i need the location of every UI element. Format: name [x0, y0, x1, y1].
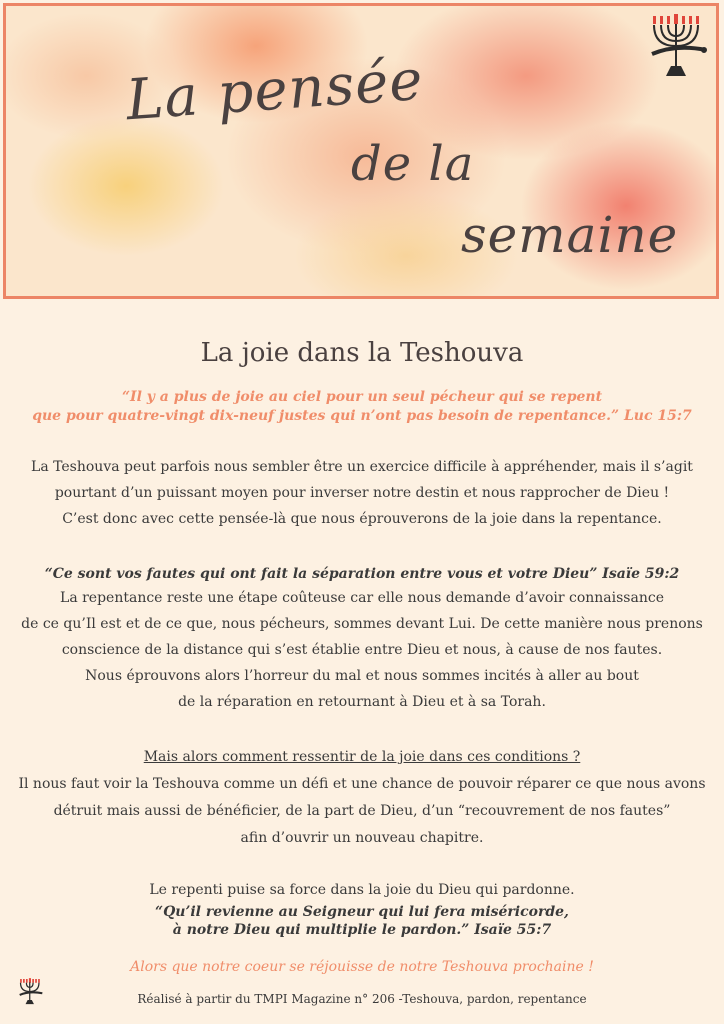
- banner-title-line3: semaine: [461, 206, 679, 264]
- paragraph-1-line3: C’est donc avec cette pensée-là que nous éprouverons de la joie dans la repentance.: [62, 511, 662, 527]
- quote-isaiah-55-line1: “Qu’il revienne au Seigneur qui lui fera miséricorde,: [155, 904, 569, 920]
- footer-source: Réalisé à partir du TMPI Magazine n° 206 -Teshouva, pardon, repentance: [137, 992, 587, 1006]
- paragraph-2-line5: de la réparation en retournant à Dieu et à sa Torah.: [178, 694, 546, 710]
- paragraph-2-line2: de ce qu’Il est et de ce que, nous pécheurs, sommes devant Lui. De cette manière nous prenons: [21, 616, 703, 632]
- paragraph-2-line1: La repentance reste une étape coûteuse car elle nous demande d’avoir connaissance: [60, 590, 664, 606]
- menorah-shofar-icon: [648, 14, 710, 80]
- header-banner: [3, 3, 719, 299]
- banner-title-line2: de la: [351, 136, 475, 192]
- paragraph-2-line4: Nous éprouvons alors l’horreur du mal et nous sommes incités à aller au bout: [85, 668, 639, 684]
- banner-title-line1: La pensée: [124, 47, 426, 134]
- paragraph-2-line3: conscience de la distance qui s’est établie entre Dieu et nous, à cause de nos fautes.: [61, 642, 663, 658]
- question-heading: Mais alors comment ressentir de la joie dans ces conditions ?: [143, 749, 581, 765]
- paragraph-4: Le repenti puise sa force dans la joie du Dieu qui pardonne.: [149, 882, 575, 898]
- quote-isaiah-55-line2: à notre Dieu qui multiplie le pardon.” Isaïe 55:7: [172, 922, 552, 938]
- paragraph-3-line2: détruit mais aussi de bénéficier, de la part de Dieu, d’un “recouvrement de nos fautes”: [53, 803, 671, 819]
- quote-luke-line1: “Il y a plus de joie au ciel pour un seul pécheur qui se repent: [121, 389, 603, 405]
- article-title: La joie dans la Teshouva: [200, 338, 524, 368]
- quote-isaiah-59: “Ce sont vos fautes qui ont fait la séparation entre vous et votre Dieu” Isaïe 59:2: [44, 566, 680, 582]
- paragraph-1-line1: La Teshouva peut parfois nous sembler être un exercice difficile à appréhender, mais il s’agit: [31, 459, 693, 475]
- closing-line: Alors que notre coeur se réjouisse de notre Teshouva prochaine !: [130, 959, 594, 975]
- paragraph-3-line3: afin d’ouvrir un nouveau chapitre.: [240, 830, 484, 846]
- quote-luke-line2: que pour quatre-vingt dix-neuf justes qui n’ont pas besoin de repentance.” Luc 15:7: [32, 408, 692, 424]
- paragraph-3-line1: Il nous faut voir la Teshouva comme un défi et une chance de pouvoir réparer ce que nous avons: [18, 776, 706, 792]
- paragraph-1-line2: pourtant d’un puissant moyen pour inverser notre destin et nous rapprocher de Dieu !: [54, 485, 670, 501]
